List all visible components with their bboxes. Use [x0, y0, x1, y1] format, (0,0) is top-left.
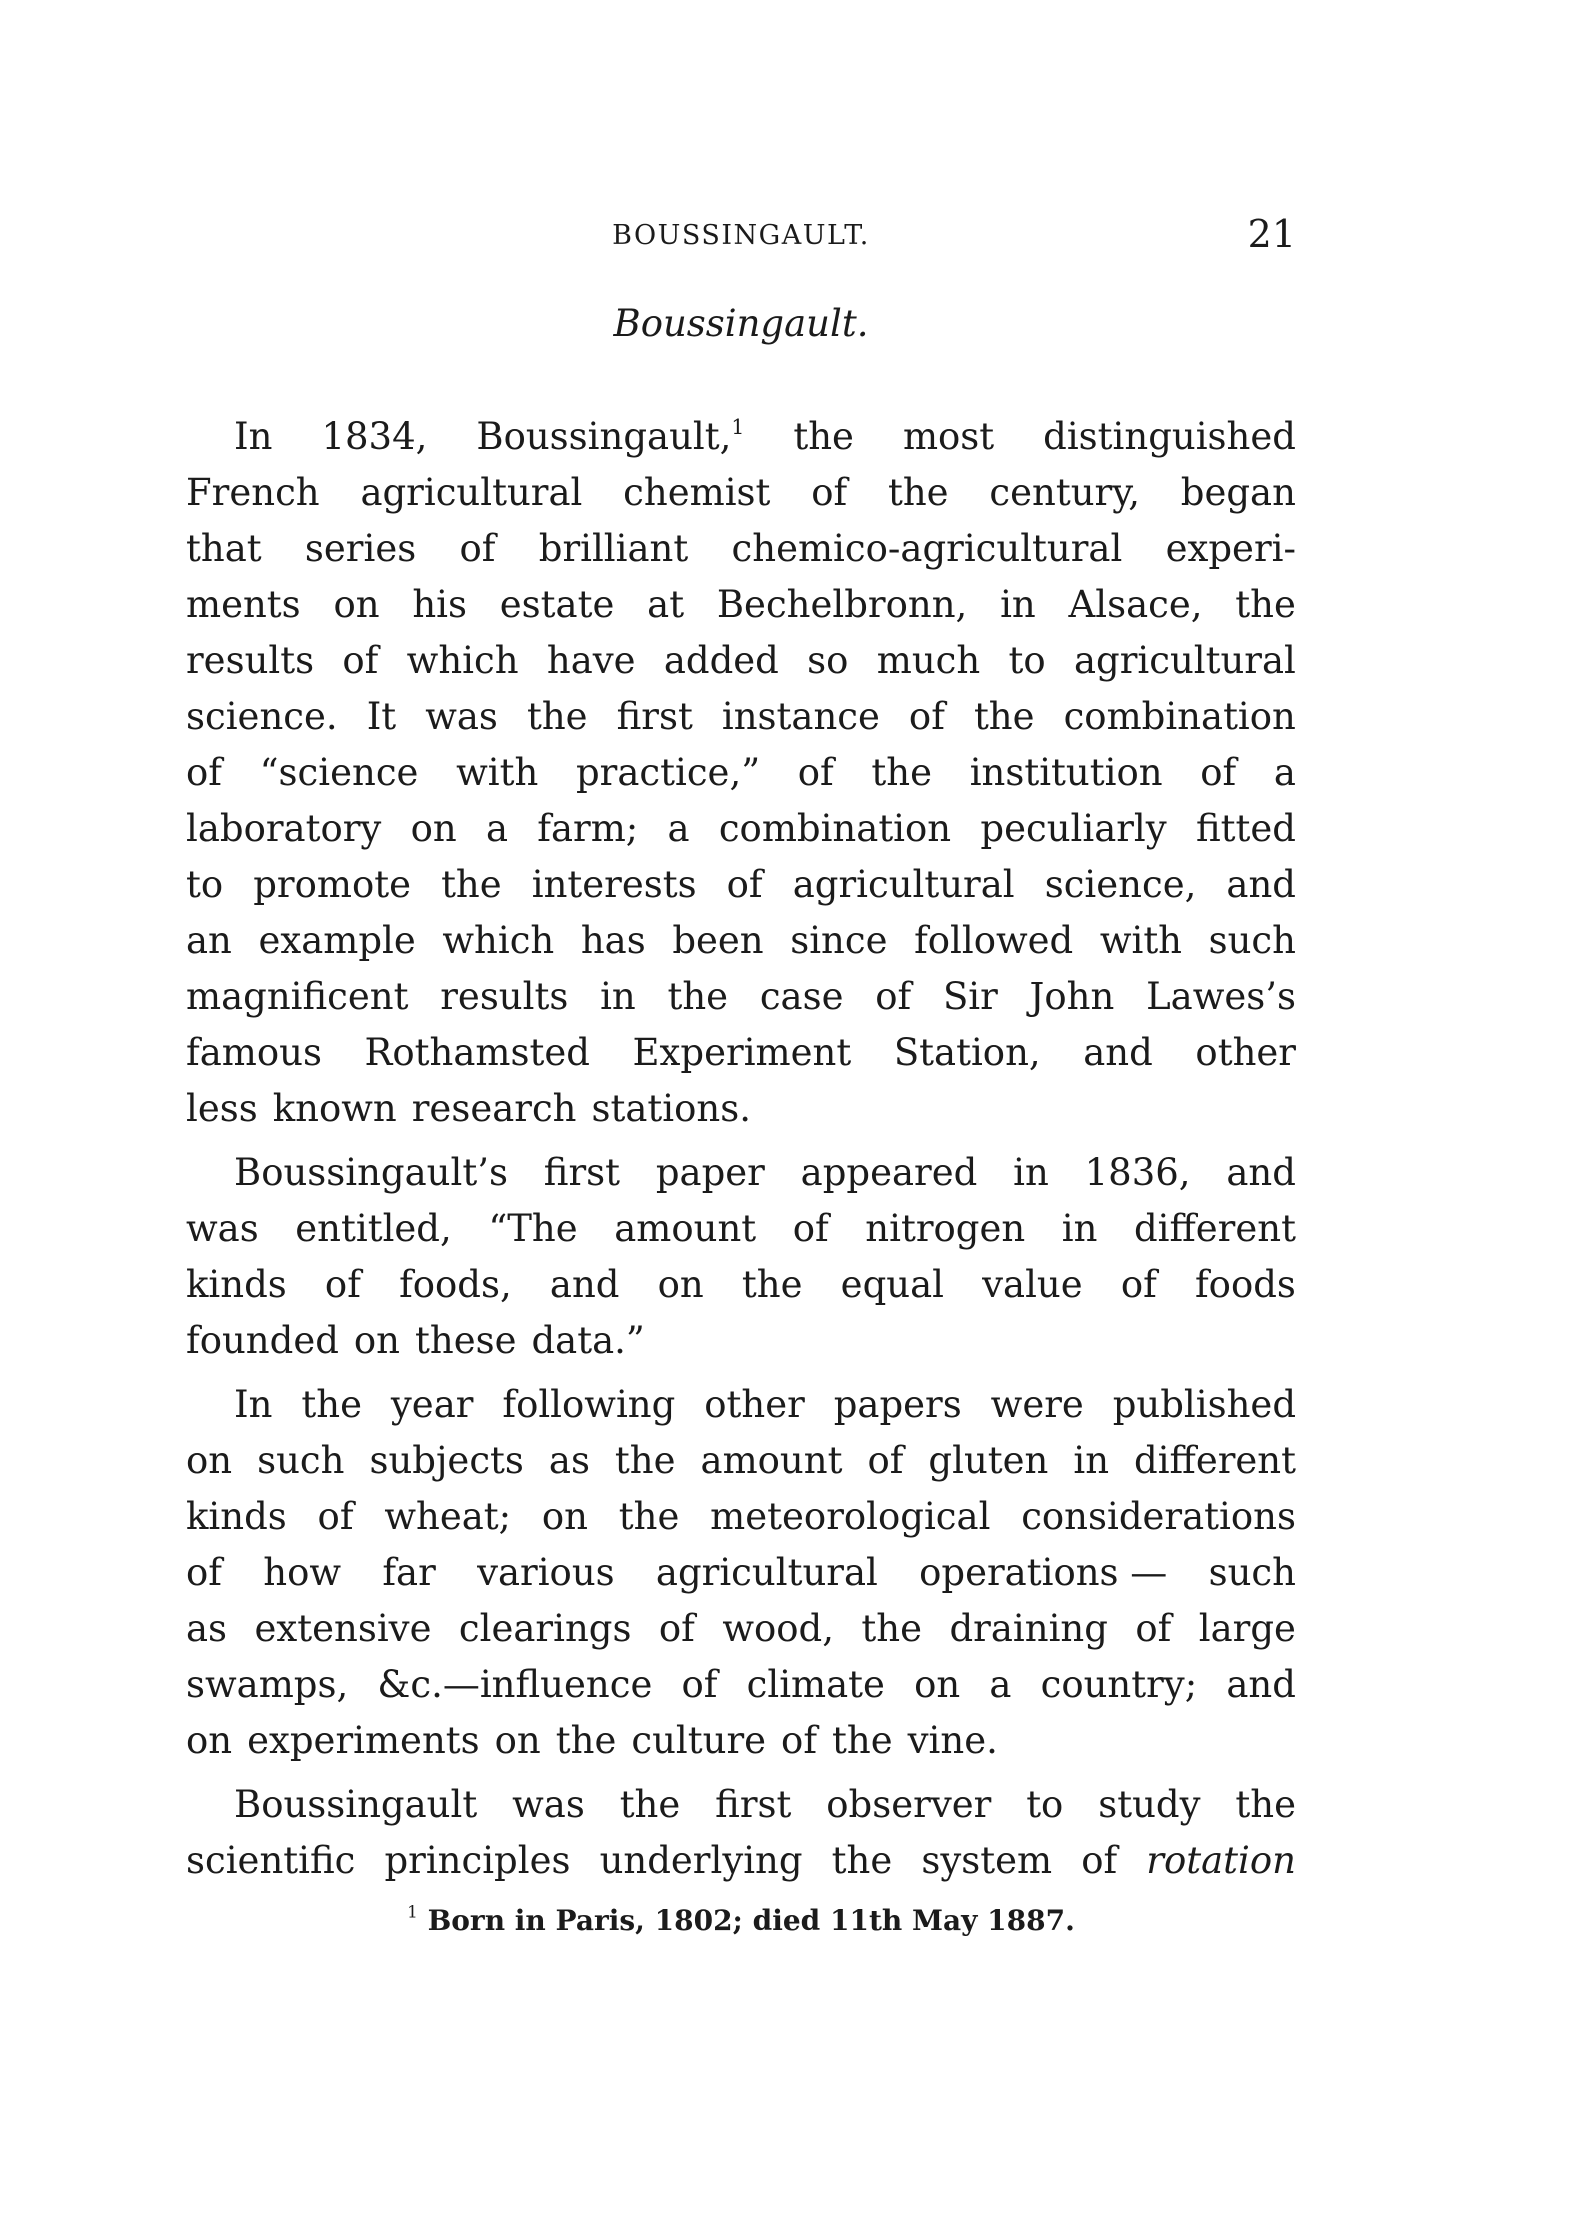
- word: of: [459, 527, 496, 570]
- word: the: [526, 695, 588, 738]
- word: value: [982, 1263, 1083, 1306]
- text-line: [186, 1201, 1296, 1257]
- word: a: [667, 807, 690, 850]
- word: large: [1198, 1607, 1296, 1650]
- word: &c.—influence: [377, 1663, 653, 1706]
- word: Boussingault: [234, 1783, 478, 1826]
- word: the: [973, 695, 1035, 738]
- text-line: [186, 1777, 1296, 1833]
- word: research: [411, 1087, 577, 1130]
- word: Station,: [893, 1031, 1041, 1074]
- word: the: [619, 1783, 681, 1826]
- word: underlying: [599, 1839, 803, 1882]
- page-number: 21: [1247, 212, 1296, 256]
- word: operations —: [919, 1551, 1168, 1594]
- word: science.: [186, 695, 338, 738]
- word: such: [1208, 919, 1296, 962]
- word: data.”: [531, 1319, 645, 1362]
- word: most: [902, 415, 995, 458]
- word: and: [1083, 1031, 1153, 1074]
- word: series: [304, 527, 417, 570]
- word: of: [792, 1207, 829, 1250]
- word: extensive: [254, 1607, 432, 1650]
- word: his: [412, 583, 467, 626]
- word: “science: [259, 751, 419, 794]
- word: been: [672, 919, 764, 962]
- word: since: [790, 919, 888, 962]
- word: estate: [499, 583, 615, 626]
- word: climate: [746, 1663, 885, 1706]
- word: farm;: [537, 807, 639, 850]
- text-line: [186, 1257, 1296, 1313]
- word: so: [807, 639, 849, 682]
- word: practice,”: [575, 751, 761, 794]
- word: the: [618, 1495, 680, 1538]
- word: the: [441, 863, 502, 906]
- word: of: [875, 975, 912, 1018]
- word: first: [616, 695, 693, 738]
- word: an: [186, 919, 232, 962]
- word: combination: [718, 807, 952, 850]
- word: subjects: [369, 1439, 524, 1482]
- word: other: [1195, 1031, 1296, 1074]
- word: interests: [531, 863, 697, 906]
- text-line: [186, 633, 1296, 689]
- word: equal: [840, 1263, 944, 1306]
- word: of: [317, 1495, 354, 1538]
- word: study: [1098, 1783, 1201, 1826]
- word: as: [186, 1607, 228, 1650]
- word: of: [797, 751, 834, 794]
- word: on: [333, 583, 380, 626]
- word: Boussingault’s: [234, 1151, 508, 1194]
- word: the: [831, 1839, 893, 1882]
- word: published: [1112, 1383, 1296, 1426]
- word: wheat;: [384, 1495, 512, 1538]
- word: wood,: [722, 1607, 834, 1650]
- word: the: [861, 1607, 923, 1650]
- word: meteorological: [710, 1495, 991, 1538]
- word: Experiment: [632, 1031, 852, 1074]
- word: famous: [186, 1031, 322, 1074]
- word: paper: [655, 1151, 765, 1194]
- word: country;: [1040, 1663, 1198, 1706]
- text-line: [186, 857, 1296, 913]
- word: Rothamsted: [364, 1031, 590, 1074]
- word: fitted: [1195, 807, 1296, 850]
- word: was: [186, 1207, 259, 1250]
- word: have: [546, 639, 636, 682]
- word: papers: [833, 1383, 962, 1426]
- word: the: [793, 415, 854, 458]
- word: with: [1099, 919, 1183, 962]
- word: brilliant: [538, 527, 689, 570]
- word: agricultural: [655, 1551, 878, 1594]
- text-line: [186, 1377, 1296, 1433]
- word: In: [234, 1383, 273, 1426]
- text-line: [186, 1713, 1296, 1769]
- word: amount: [700, 1439, 843, 1482]
- word: began: [1180, 471, 1296, 514]
- word: founded: [186, 1319, 339, 1362]
- word: how: [263, 1551, 342, 1594]
- text-line: [186, 1433, 1296, 1489]
- word: of: [658, 1607, 695, 1650]
- word: of: [1135, 1607, 1172, 1650]
- word: 1836,: [1084, 1151, 1191, 1194]
- word: such: [257, 1439, 345, 1482]
- running-title: BOUSSINGAULT.: [612, 220, 870, 251]
- word: laboratory: [186, 807, 382, 850]
- word: on: [541, 1495, 588, 1538]
- word: ments: [186, 583, 301, 626]
- word: in: [600, 975, 636, 1018]
- word: results: [440, 975, 569, 1018]
- word: Boussingault,$^1$: [476, 414, 745, 458]
- word: of: [1081, 1839, 1118, 1882]
- word: at: [647, 583, 685, 626]
- text-line: [186, 689, 1296, 745]
- word: was: [512, 1783, 585, 1826]
- word: and: [1226, 1151, 1296, 1194]
- word: far: [382, 1551, 436, 1594]
- text-line: [186, 1025, 1296, 1081]
- word: the: [1235, 583, 1296, 626]
- word: foods,: [399, 1263, 512, 1306]
- word: known: [272, 1087, 397, 1130]
- word: were: [990, 1383, 1084, 1426]
- text-line: [186, 913, 1296, 969]
- word: It: [366, 695, 397, 738]
- word: chemico-agricultural: [731, 527, 1123, 570]
- word: as: [548, 1439, 590, 1482]
- word: of: [1120, 1263, 1157, 1306]
- word: which: [442, 919, 555, 962]
- word: draining: [949, 1607, 1108, 1650]
- word: less: [186, 1087, 258, 1130]
- word: John: [1029, 975, 1115, 1018]
- word: in: [1073, 1439, 1110, 1482]
- word: following: [502, 1383, 676, 1426]
- word: the: [667, 975, 729, 1018]
- word: agricultural: [360, 471, 583, 514]
- word: system: [921, 1839, 1053, 1882]
- word: Sir: [942, 975, 998, 1018]
- word: on: [410, 807, 457, 850]
- body-text: [186, 409, 1296, 1889]
- text-line: [186, 969, 1296, 1025]
- word: “The: [488, 1207, 578, 1250]
- word: Alsace,: [1068, 583, 1203, 626]
- word: of: [1200, 751, 1237, 794]
- text-line: [186, 1657, 1296, 1713]
- word: such: [1208, 1551, 1296, 1594]
- word: century,: [989, 471, 1140, 514]
- word: much: [876, 639, 981, 682]
- word: distinguished: [1043, 415, 1296, 458]
- word: combination: [1063, 695, 1296, 738]
- word: in: [1000, 583, 1036, 626]
- word: example: [258, 919, 416, 962]
- word: added: [663, 639, 779, 682]
- word: of: [186, 1551, 222, 1594]
- word: to: [186, 863, 224, 906]
- word: of: [681, 1663, 718, 1706]
- word: the: [871, 751, 933, 794]
- italic-word: rotation: [1146, 1839, 1296, 1882]
- word: kinds: [186, 1263, 287, 1306]
- word: of: [781, 1719, 818, 1762]
- word: appeared: [800, 1151, 978, 1194]
- word: and: [1226, 1663, 1296, 1706]
- word: experiments: [247, 1719, 480, 1762]
- word: on: [186, 1719, 233, 1762]
- word: Lawes’s: [1146, 975, 1296, 1018]
- word: of: [186, 751, 222, 794]
- word: In: [234, 415, 273, 458]
- word: and: [549, 1263, 620, 1306]
- footnote-marker: 1: [407, 1901, 418, 1922]
- word: has: [580, 919, 646, 962]
- word: on: [494, 1719, 541, 1762]
- word: culture: [631, 1719, 767, 1762]
- footnote: [186, 1901, 1296, 1937]
- word: with: [456, 751, 539, 794]
- text-line: [186, 745, 1296, 801]
- word: instance: [721, 695, 880, 738]
- word: principles: [384, 1839, 571, 1882]
- text-line: [186, 801, 1296, 857]
- text-line: [186, 1833, 1296, 1889]
- word: the: [555, 1719, 617, 1762]
- word: on: [186, 1439, 233, 1482]
- word: followed: [914, 919, 1074, 962]
- word: chemist: [623, 471, 771, 514]
- word: the: [741, 1263, 803, 1306]
- word: to: [1026, 1783, 1064, 1826]
- word: the: [1235, 1783, 1296, 1826]
- word: of: [908, 695, 945, 738]
- word: amount: [614, 1207, 757, 1250]
- word: different: [1134, 1439, 1296, 1482]
- word: and: [1226, 863, 1296, 906]
- text-line: [186, 1489, 1296, 1545]
- running-head: [186, 212, 1296, 260]
- word: of: [811, 471, 848, 514]
- word: in: [1061, 1207, 1098, 1250]
- word: these: [415, 1319, 517, 1362]
- text-line: [186, 1145, 1296, 1201]
- word: to: [1008, 639, 1046, 682]
- section-title: Boussingault.: [613, 302, 869, 345]
- word: a: [989, 1663, 1012, 1706]
- word: of: [324, 1263, 361, 1306]
- word: which: [406, 639, 519, 682]
- word: considerations: [1021, 1495, 1296, 1538]
- word: science,: [1044, 863, 1197, 906]
- text-line: [186, 1545, 1296, 1601]
- word: foods: [1194, 1263, 1296, 1306]
- word: stations.: [591, 1087, 751, 1130]
- word: magnificent: [186, 975, 409, 1018]
- word: swamps,: [186, 1663, 349, 1706]
- text-line: [186, 1601, 1296, 1657]
- word: agricultural: [792, 863, 1015, 906]
- word: clearings: [458, 1607, 632, 1650]
- word: Bechelbronn,: [716, 583, 968, 626]
- word: year: [390, 1383, 474, 1426]
- word: of: [726, 863, 763, 906]
- word: the: [832, 1719, 893, 1762]
- word: that: [186, 527, 262, 570]
- word: institution: [969, 751, 1163, 794]
- word: a: [1273, 751, 1296, 794]
- word: kinds: [186, 1495, 287, 1538]
- word: 1834,: [321, 415, 428, 458]
- word: on: [914, 1663, 961, 1706]
- word: on: [657, 1263, 704, 1306]
- word: experi-: [1165, 527, 1296, 570]
- word: results: [186, 639, 315, 682]
- word: various: [477, 1551, 615, 1594]
- word: the: [614, 1439, 676, 1482]
- text-line: [186, 1313, 1296, 1369]
- word: other: [704, 1383, 805, 1426]
- word: case: [759, 975, 844, 1018]
- word: first: [715, 1783, 792, 1826]
- word: agricultural: [1073, 639, 1296, 682]
- word: different: [1133, 1207, 1296, 1250]
- word: a: [485, 807, 509, 850]
- text-line: [186, 577, 1296, 633]
- word: of: [342, 639, 379, 682]
- word: observer: [826, 1783, 992, 1826]
- text-line: [186, 1081, 1296, 1137]
- footnote-reference: 1: [731, 414, 745, 439]
- word: gluten: [928, 1439, 1049, 1482]
- word: French: [186, 471, 320, 514]
- word: the: [301, 1383, 362, 1426]
- word: nitrogen: [865, 1207, 1026, 1250]
- text-line: [186, 465, 1296, 521]
- word: vine.: [907, 1719, 998, 1762]
- text-line: [186, 409, 1296, 465]
- word: scientific: [186, 1839, 356, 1882]
- word: promote: [253, 863, 411, 906]
- word: first: [543, 1151, 621, 1194]
- word: in: [1013, 1151, 1049, 1194]
- word: on: [353, 1319, 401, 1362]
- word: was: [425, 695, 498, 738]
- footnote-text: Born in Paris, 1802; died 11th May 1887.: [427, 1904, 1075, 1937]
- text-line: [186, 521, 1296, 577]
- word: peculiarly: [980, 807, 1167, 850]
- word: entitled,: [295, 1207, 452, 1250]
- word: of: [867, 1439, 904, 1482]
- word: the: [887, 471, 949, 514]
